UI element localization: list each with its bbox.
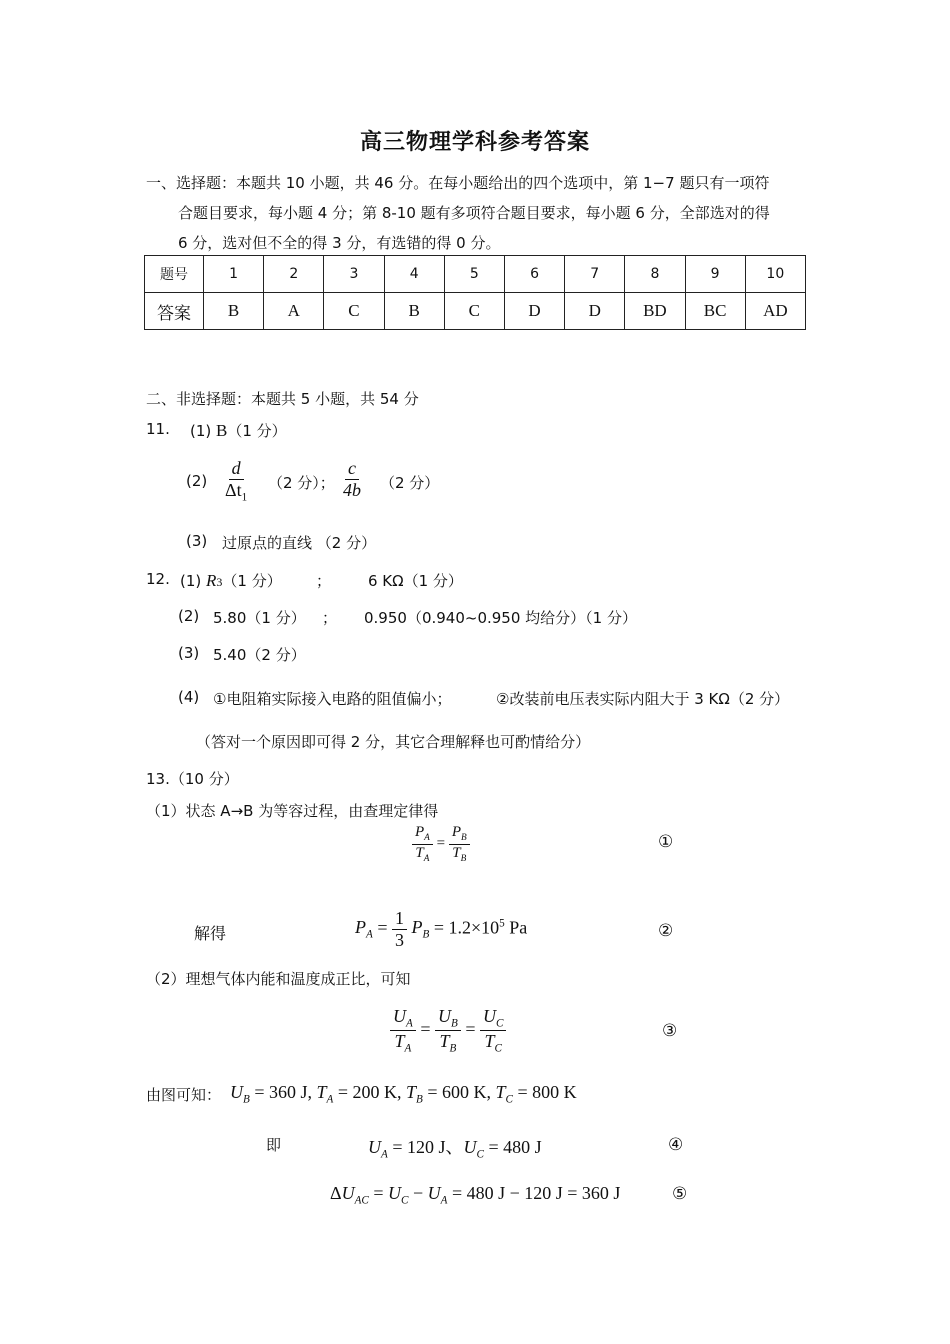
q12-part1-sep: ； xyxy=(316,572,332,590)
row-header-answer: 答案 xyxy=(145,293,204,330)
answer-row xyxy=(145,293,806,330)
equation-mark-2: ② xyxy=(658,921,674,941)
q11-fraction-c xyxy=(340,458,364,500)
question-number: 6 xyxy=(504,256,564,293)
equation-figure-values: $U_B = 360$ J, $T_A = 200$ K, $T_B = 600$ K, $T_C = 800$ K xyxy=(230,1082,577,1106)
answer-cell: C xyxy=(324,293,384,330)
q11-part2-score1: （2 分）； xyxy=(268,474,335,492)
question-number: 7 xyxy=(565,256,625,293)
equation-energy-change: $\Delta U_{AC} = U_C - U_A = 480$ J − 120 J = 360 J xyxy=(330,1183,621,1207)
equation-mark-5: ⑤ xyxy=(672,1184,688,1204)
equation-pressure-result: $P_A$ = $\frac{1}{3}$ $P_B = 1.2\times 10^5$ Pa xyxy=(355,908,528,950)
equation-mark-3: ③ xyxy=(662,1021,678,1041)
equation-mark-1: ① xyxy=(658,832,674,852)
q12-part1 xyxy=(180,570,282,591)
q12-part2-sep: ； xyxy=(322,609,338,627)
q13-step2-text: （2）理想气体内能和温度成正比，可知 xyxy=(146,970,411,988)
fraction-numerator: d xyxy=(229,458,244,480)
q12-part2-value2: 0.950（0.940~0.950 均给分）（1 分） xyxy=(364,609,637,627)
question-number: 8 xyxy=(625,256,685,293)
q11-fraction-d xyxy=(222,458,250,504)
equation-mark-4: ④ xyxy=(668,1135,684,1155)
q12-number: 12. xyxy=(146,570,170,588)
answer-cell: B xyxy=(204,293,264,330)
q11-part2-score2: （2 分） xyxy=(380,474,440,492)
fraction-denominator: 4b xyxy=(343,479,361,500)
question-number: 10 xyxy=(745,256,805,293)
q12-part2-value1: 5.80（1 分） xyxy=(213,609,306,627)
part1-line2: 合题目要求，每小题 4 分；第 8-10 题有多项符合题目要求，每小题 6 分，全部选对的得 xyxy=(178,204,770,222)
question-number: 9 xyxy=(685,256,745,293)
question-number: 4 xyxy=(384,256,444,293)
page-title: 高三物理学科参考答案 xyxy=(359,130,590,155)
question-number-row xyxy=(145,256,806,293)
question-number: 3 xyxy=(324,256,384,293)
q11-part3-text: 过原点的直线 （2 分） xyxy=(222,534,377,552)
q12-part3-label: (3) xyxy=(178,644,200,662)
answer-cell: D xyxy=(504,293,564,330)
answer-cell: A xyxy=(264,293,324,330)
q11-part1-score: （1 分） xyxy=(227,422,287,440)
q11-part1-answer: B xyxy=(216,421,228,440)
q13-heading: 13.（10 分） xyxy=(146,770,239,788)
q13-step1-text: （1）状态 A→B 为等容过程，由查理定律得 xyxy=(146,802,439,820)
q13-ji-label: 即 xyxy=(266,1136,282,1154)
equation-energy-temperature: $\frac{U_A}{T_A}$ = $\frac{U_B}{T_B}$ = $\frac{U_C}{T_C}$ xyxy=(390,1006,506,1056)
part1-line3: 6 分，选对但不全的得 3 分，有选错的得 0 分。 xyxy=(178,234,501,252)
q12-part1-sub: 3 xyxy=(216,575,223,589)
q12-part3-value: 5.40（2 分） xyxy=(213,646,306,664)
subscript: 1 xyxy=(241,491,248,504)
fraction-denominator: Δt xyxy=(225,479,242,500)
row-header-number: 题号 xyxy=(145,256,204,293)
question-number: 1 xyxy=(204,256,264,293)
q11-part2-label: (2) xyxy=(186,472,208,490)
q11-part3-label: (3) xyxy=(186,532,208,550)
fraction-numerator: c xyxy=(345,458,359,480)
answer-cell: BD xyxy=(625,293,685,330)
answer-cell: D xyxy=(565,293,625,330)
q12-part1-score: （1 分） xyxy=(222,572,282,590)
q13-solve-label: 解得 xyxy=(194,924,227,943)
answer-table xyxy=(144,255,806,330)
q12-part1-var: R xyxy=(206,571,217,590)
q11-part1-label: (1) xyxy=(190,422,212,440)
equation-energies: $U_A = 120$ J、$U_C = 480$ J xyxy=(368,1137,542,1161)
question-number: 2 xyxy=(264,256,324,293)
equation-charles-law: $\frac{P_A}{T_A}$ = $\frac{P_B}{T_B}$ xyxy=(412,824,470,864)
answer-cell: BC xyxy=(685,293,745,330)
q12-part1-value: 6 KΩ（1 分） xyxy=(368,572,463,590)
answer-cell: AD xyxy=(745,293,805,330)
q11-number: 11. xyxy=(146,420,170,438)
part2-heading: 二、非选择题：本题共 5 小题，共 54 分 xyxy=(146,390,419,408)
q12-part2-label: (2) xyxy=(178,607,200,625)
answer-cell: C xyxy=(444,293,504,330)
q12-part1-label: (1) xyxy=(180,572,202,590)
q12-part4-label: (4) xyxy=(178,688,200,706)
q12-part4-note: （答对一个原因即可得 2 分，其它合理解释也可酌情给分） xyxy=(196,733,591,751)
part1-line1: 一、选择题：本题共 10 小题，共 46 分。在每小题给出的四个选项中，第 1−7 题只有一项符 xyxy=(146,174,770,192)
question-number: 5 xyxy=(444,256,504,293)
q12-part4-text1: ①电阻箱实际接入电路的阻值偏小； xyxy=(213,690,452,708)
q11-part1 xyxy=(190,420,287,441)
q12-part4-text2: ②改装前电压表实际内阻大于 3 KΩ（2 分） xyxy=(496,690,790,708)
answer-cell: B xyxy=(384,293,444,330)
q13-figure-label: 由图可知： xyxy=(146,1086,222,1104)
